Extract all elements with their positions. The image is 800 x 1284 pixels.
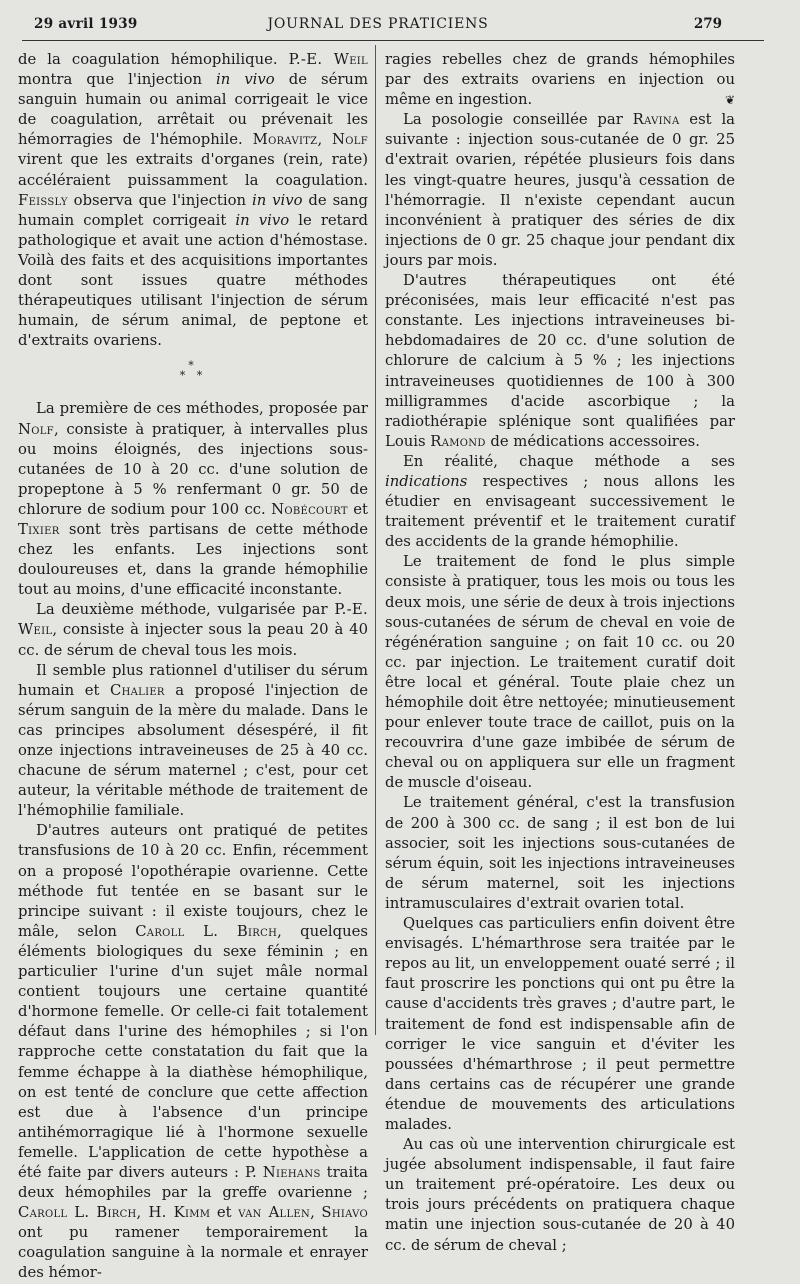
paragraph: D'autres auteurs ont pratiqué de petites transfusions de 10 à 20 cc. Enfin, récemment on a proposé l'opothérapie ovarienne. Cette méthode fut tentée en se basant sur le principe suivant : il existe toujours, chez le mâle, selon Caroll L. Birch, quelques éléments biologiques du sexe féminin ; en particulier l'urine d'un sujet mâle normal contient toujours une certaine quantité d'hormone femelle. Or celle-ci fait totalement défaut dans l'urine des hémophiles ; si l'on rapproche cette constatation du fait que la femme échappe à la diathèse hémophilique, on est tenté de conclure que cette affection est due à l'absence d'un principe antihémorragique lié à l'hormone sexuelle femelle. L'application de cette hypothèse a été faite par divers auteurs : P. Niehans traita deux hémophiles par la greffe ovarienne ; Caroll L. Birch, H. Kimm et van Allen, Shiavo ont pu ramener temporairement la coagulation sanguine à la normale et enrayer des hémor- bbox=[18, 822, 368, 1282]
paragraph: La posologie conseillée par Ravina est la suivante : injection sous-cutanée de 0 gr. 25 d'extrait ovarien, répétée plusieurs fois dans les vingt-quatre heures, jusqu'à cessation de l'hémorragie. Il n'existe cependant aucun inconvénient à pratiquer des séries de dix injections de 0 gr. 25 chaque jour pendant dix jours par mois. bbox=[385, 111, 735, 269]
running-header bbox=[34, 14, 722, 36]
author-name: Caroll L. Birch, H. Kimm bbox=[18, 1204, 211, 1222]
paragraph: La première de ces méthodes, proposée par Nolf, consiste à pratiquer, à intervalles plus ou moins éloignés, des injections sous-cutanées de 10 à 20 cc. d'une solution de propeptone à 5 % renfermant 0 gr. 50 de chlorure de sodium pour 100 cc. Nobécourt et Tixier sont très partisans de cette méthode chez les enfants. Les injections sont douloureuses et, dans la grande hémophilie tout au moins, d'une efficacité inconstante. bbox=[18, 400, 368, 599]
author-name: Ravina bbox=[632, 111, 680, 129]
paragraph: D'autres thérapeutiques ont été préconisées, mais leur efficacité n'est pas constante. Les injections intraveineuses bi-hebdomadaires de 20 cc. d'une solution de chlorure de calcium à 5 % ; les injections intraveineuses quotidiennes de 100 à 300 milligrammes d'acide ascorbique ; la radiothérapie splénique sont qualifiées par Louis Ramond de médications accessoires. bbox=[385, 272, 735, 450]
header-rule bbox=[22, 40, 764, 41]
paragraph: ragies rebelles chez de grands hémophiles par des extraits ovariens en injection ou même en ingestion. ❦ bbox=[385, 50, 735, 110]
paragraph: Il semble plus rationnel d'utiliser du sérum humain et Chalier a proposé l'injection de sérum sanguin de la mère du malade. Dans le cas principes absolument désespéré, il fit onze injections intraveineuses de 25 à 40 cc. chacune de sérum maternel ; c'est, pour cet auteur, la véritable méthode de traitement de l'hémophilie familiale. bbox=[18, 661, 368, 820]
author-name: P.-E. Weil bbox=[288, 51, 368, 68]
section-separator: * * * bbox=[179, 359, 207, 383]
author-name: Moravitz bbox=[252, 131, 318, 149]
paragraph: de la coagulation hémophilique. P.-E. Weil montra que l'injection in vivo de sérum sanguin humain ou animal corrigeait le vice de coagulation, arrêtait ou prévenait les hémorragies de l'hémophile. Moravitz, Nolf virent que les extraits d'organes (rein, rate) accéléraient puissamment la coagulation. Feissly observa que l'injection in vivo de sang humain complet corrigeait in vivo le retard pathologique et avait une action d'hémostase. Voilà des faits et des acquisitions importantes dont sont issues quatre méthodes thérapeutiques utilisant l'injection de sérum humain, de sérum animal, de peptone et d'extraits ovariens. bbox=[18, 51, 368, 350]
left-column bbox=[18, 50, 368, 1284]
right-column bbox=[385, 50, 735, 1256]
author-name: Nolf bbox=[18, 420, 54, 438]
header-date: 29 avril 1939 bbox=[34, 16, 138, 32]
journal-title: JOURNAL DES PRATICIENS bbox=[267, 16, 489, 32]
page-number: 279 bbox=[693, 16, 722, 32]
author-name: Nolf bbox=[332, 131, 368, 149]
author-name: van Allen bbox=[238, 1204, 311, 1222]
paragraph: Le traitement de fond le plus simple consiste à pratiquer, tous les mois ou tous les deux mois, une série de deux à trois injections sous-cutanées de sérum de cheval en voie de régénération sanguine ; on fait 10 cc. ou 20 cc. par injection. Le traitement curatif doit être local et général. Toute plaie chez un hémophile doit être nettoyée; minutieusement pour enlever toute trace de caillot, puis on la recouvrira d'une gaze imbibée de sérum de cheval ou on appliquera sur elle un fragment de muscle d'oiseau. bbox=[385, 553, 735, 792]
column-divider bbox=[375, 45, 376, 1035]
author-name: Feissly bbox=[18, 191, 68, 209]
fleuron-ornament-icon: ❦ bbox=[724, 93, 735, 108]
paragraph: En réalité, chaque méthode a ses indications respectives ; nous allons les étudier en envisageant successivement le traitement préventif et le traitement curatif des accidents de la grande hémophilie. bbox=[385, 452, 735, 551]
author-name: Tixier bbox=[18, 520, 60, 538]
paragraph: Le traitement général, c'est la transfusion de 200 à 300 cc. de sang ; il est bon de lui associer, soit les injections sous-cutanées de sérum équin, soit les injections intraveineuses de sérum maternel, soit les injections intramusculaires d'extrait ovarien total. bbox=[385, 794, 735, 912]
author-name: Shiavo bbox=[321, 1204, 368, 1222]
author-name: Nobécourt bbox=[271, 500, 348, 518]
paragraph: Quelques cas particuliers enfin doivent être envisagés. L'hémarthrose sera traitée par le repos au lit, un enveloppement ouaté serré ; il faut proscrire les ponctions qui ont pu être la cause d'accidents très graves ; d'autre part, le traitement de fond est indispensable afin de corriger le vice sanguin et d'éviter les poussées d'hémarthrose ; il peut permettre dans certains cas de récupérer une grande étendue de mouvements des articulations malades. bbox=[385, 915, 735, 1133]
author-name: Chalier bbox=[109, 681, 165, 699]
paragraph: Au cas où une intervention chirurgicale est jugée absolument indispensable, il faut faire un traitement pré-opératoire. Les deux ou trois jours précédents on pratiquera chaque matin une injection sous-cutanée de 20 à 40 cc. de sérum de cheval ; bbox=[385, 1136, 735, 1254]
author-name: Ramond bbox=[430, 432, 486, 450]
author-name: Niehans bbox=[262, 1163, 321, 1181]
author-name: P.-E. Weil bbox=[18, 601, 368, 639]
author-name: Caroll L. Birch bbox=[135, 922, 278, 940]
paragraph: La deuxième méthode, vulgarisée par P.-E. Weil, consiste à injecter sous la peau 20 à 40 cc. de sérum de cheval tous les mois. bbox=[18, 601, 368, 659]
